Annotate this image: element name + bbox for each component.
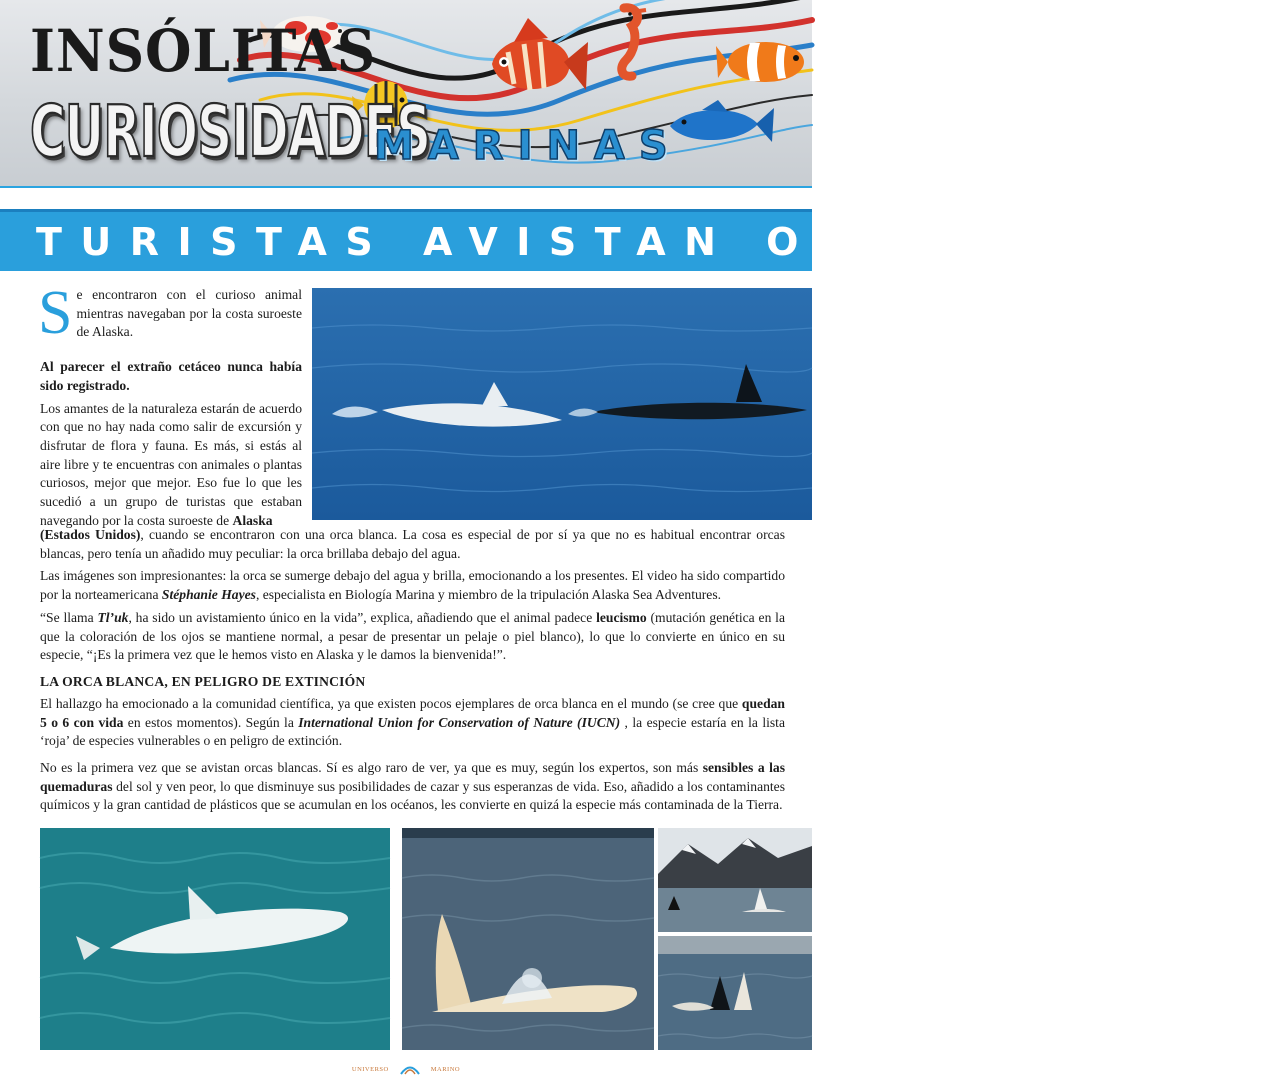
header-title-marinas: MARINAS: [374, 123, 682, 169]
paragraph-5-text-a: El hallazgo ha emocionado a la comunidad científica, ya que existen pocos ejemplares de orca blanca en el mundo (se cree que: [40, 695, 742, 711]
paragraph-1-text: Los amantes de la naturaleza estarán de acuerdo con que no hay nada como salir de excursión y disfrutar de flora y fauna. Es más, si estás al aire libre y te encuentras con animales o plantas curiosos, mejor que mejor. Eso fue lo que les sucedió a un grupo de turistas que estaban navegando por la costa suroeste de: [40, 400, 302, 528]
paragraph-4: [40, 609, 785, 665]
paragraph-4-text-a: “Se llama: [40, 609, 98, 625]
paragraph-3-name: Stéphanie Hayes: [161, 587, 256, 603]
paragraph-3: [40, 567, 785, 604]
intro-text: e encontraron con el curioso animal mientras navegaban por la costa suroeste de Alaska.: [76, 287, 302, 340]
footer-left-text: UNIVERSO: [351, 1065, 389, 1073]
lead-paragraph: Al parecer el extraño cetáceo nunca había sido registrado.: [40, 359, 302, 393]
photo-orca-pod: [658, 936, 812, 1050]
header-divider: [0, 186, 812, 192]
article-intro-column: [38, 279, 302, 530]
header-title-curiosidades: CURIOSIDADES: [30, 89, 431, 174]
paragraph-3-text-a: Las imágenes son impresionantes: la orca se sumerge debajo del agua y brilla, emocionando a los presentes. El video ha sido compartido por la norteamericana: [40, 568, 785, 603]
paragraph-4-bold: leucismo: [596, 609, 647, 625]
paragraph-4-name: Tl’uk: [97, 609, 129, 625]
paragraph-5: [40, 695, 785, 751]
magazine-header: [0, 0, 812, 186]
paragraph-6-text-b: del sol y ven peor, lo que disminuye sus posibilidades de cazar y sus esperanzas de vida. Eso, añadido a los contaminantes químicos y la gran cantidad de plásticos que se acumulan en los océanos, les convierte en quizá la especie más contaminada de la Tierra.: [40, 778, 785, 813]
header-title-insolitas: INSÓLITAS: [30, 17, 377, 85]
photo-orcas-swimming: [312, 288, 812, 520]
universo-marino-logo-icon: [399, 1063, 421, 1075]
photo-white-orca-breaching: [402, 828, 654, 1050]
page-footer: [0, 1060, 812, 1080]
paragraph-4-text-c: (mutación genética en la que la coloración de los ojos se mantiene normal, a pesar de presentar un pelaje o piel blanco), lo que lo convierte en único en su especie, “¡Es la primera vez que le hemos visto en Alaska y le damos la bienvenida!”.: [40, 609, 785, 663]
paragraph-1: [40, 400, 302, 531]
paragraph-6-text-a: No es la primera vez que se avistan orcas blancas. Sí es algo raro de ver, ya que es muy, según los expertos, son más: [40, 760, 703, 776]
headline-banner: [0, 209, 1273, 271]
drop-cap: S: [38, 279, 73, 347]
paragraph-2-bold: (Estados Unidos): [40, 527, 141, 542]
paragraph-3-text-b: , especialista en Biología Marina y miembro de la tripulación Alaska Sea Adventures.: [255, 587, 722, 603]
paragraph-5-text-b: en estos momentos). Según la: [123, 714, 299, 730]
paragraph-6: [40, 759, 785, 815]
striped-red-fish-icon: [478, 12, 590, 108]
photo-white-orca-underwater: [40, 828, 390, 1050]
paragraph-5-bold: quedan 5 o 6 con vida: [40, 695, 785, 730]
paragraph-5-text-c: , la especie estaría en la lista ‘roja’ de especies vulnerables o en peligro de extinción.: [40, 714, 785, 749]
paragraph-6-bold: sensibles a las quemaduras: [40, 760, 785, 794]
paragraph-5-organization: International Union for Conservation of Nature (IUCN): [298, 714, 621, 730]
photo-orcas-mountains: [658, 828, 812, 932]
section-subheading: LA ORCA BLANCA, EN PELIGRO DE EXTINCIÓN: [40, 673, 366, 689]
footer-right-text: MARINO: [430, 1065, 461, 1073]
paragraph-4-text-b: , ha sido un avistamiento único en la vida”, explica, añadiendo que el animal padece: [128, 609, 597, 625]
clownfish-icon: [716, 32, 812, 90]
seahorse-icon: [604, 2, 648, 84]
paragraph-2-text: , cuando se encontraron con una orca blanca. La cosa es especial de por sí ya que no es habitual encontrar orcas blancas, pero tenía un añadido muy peculiar: la orca brillaba debajo del agua.: [40, 527, 785, 561]
paragraph-1-bold: Alaska: [232, 512, 273, 528]
article-headline: TURISTAS AVISTAN ORCA BLANCA: [36, 219, 1273, 264]
paragraph-2: [40, 526, 785, 563]
article-body: [40, 526, 785, 815]
intro-paragraph: [38, 279, 302, 347]
